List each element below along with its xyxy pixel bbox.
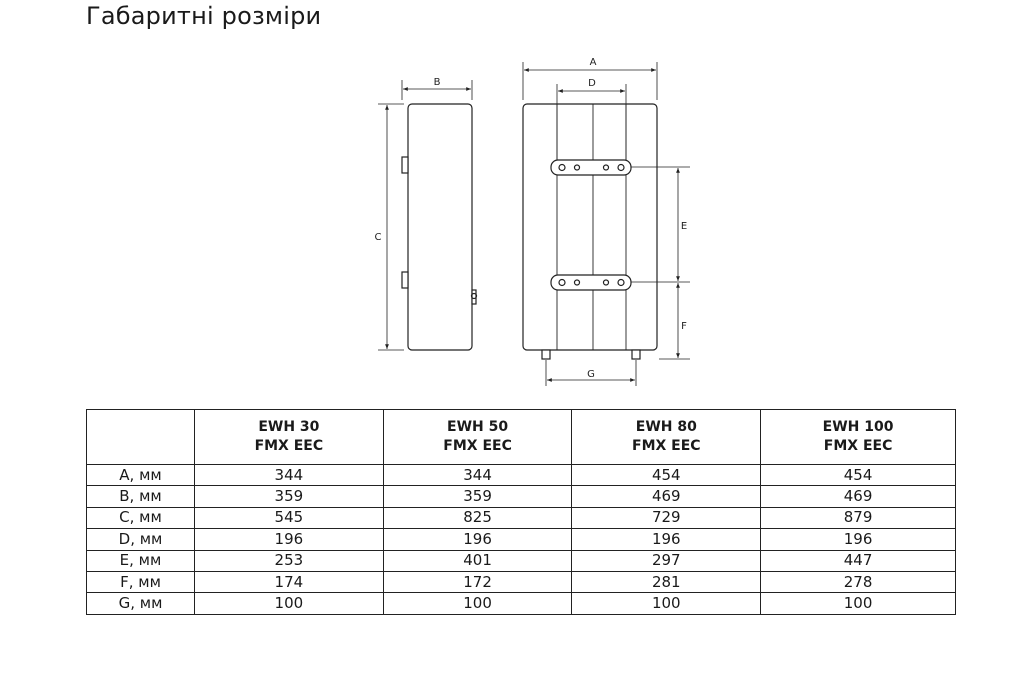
label-a: A [589,57,597,68]
mount-bracket-top [551,160,631,175]
dimension-c [378,104,404,350]
side-control-knob [472,290,476,304]
table-cell: 281 [572,571,761,592]
table-cell: 100 [572,593,761,614]
table-cell: 344 [383,465,572,486]
table-cell: 100 [383,593,572,614]
table-cell: 359 [383,486,572,507]
header-ewh-30: EWH 30 FMX EEC [195,410,384,465]
side-mount-bracket-bottom [402,272,408,288]
table-cell: 253 [195,550,384,571]
row-label: F, мм [87,571,195,592]
dimension-d [557,84,626,160]
front-view [523,104,657,359]
table-row [87,529,956,550]
table-row [87,507,956,528]
table-cell: 447 [761,550,956,571]
label-b: B [433,77,441,88]
row-label: A, мм [87,465,195,486]
side-mount-bracket-top [402,157,408,173]
table-cell: 196 [383,529,572,550]
pipe-right [632,350,640,359]
table-cell: 454 [761,465,956,486]
table-cell: 278 [761,571,956,592]
row-label: D, мм [87,529,195,550]
table-cell: 196 [761,529,956,550]
front-view-body [523,104,657,350]
row-label: B, мм [87,486,195,507]
label-f: F [681,321,687,332]
table-row [87,465,956,486]
header-ewh-50: EWH 50 FMX EEC [383,410,572,465]
header-ewh-100: EWH 100 FMX EEC [761,410,956,465]
table-cell: 100 [761,593,956,614]
table-cell: 401 [383,550,572,571]
table-cell: 196 [195,529,384,550]
table-row [87,593,956,614]
table-cell: 359 [195,486,384,507]
side-view-body [408,104,472,350]
table-cell: 196 [572,529,761,550]
table-cell: 469 [572,486,761,507]
table-row [87,550,956,571]
table-cell: 545 [195,507,384,528]
header-ewh-80: EWH 80 FMX EEC [572,410,761,465]
table-cell: 172 [383,571,572,592]
table-cell: 454 [572,465,761,486]
mount-bracket-bottom [551,275,631,290]
table-row [87,571,956,592]
page-title: Габаритні розміри [86,2,322,30]
table-row [87,486,956,507]
header-empty [87,410,195,465]
row-label: E, мм [87,550,195,571]
label-e: E [680,221,688,232]
label-c: C [374,232,382,243]
table-cell: 297 [572,550,761,571]
table-cell: 469 [761,486,956,507]
pipe-left [542,350,550,359]
table-cell: 879 [761,507,956,528]
table-cell: 100 [195,593,384,614]
label-d: D [588,78,596,89]
table-cell: 174 [195,571,384,592]
dimensions-table [86,409,956,615]
row-label: C, мм [87,507,195,528]
side-view [402,104,477,350]
table-cell: 344 [195,465,384,486]
label-g: G [587,369,595,380]
table-header-row [87,410,956,465]
table-cell: 825 [383,507,572,528]
row-label: G, мм [87,593,195,614]
table-cell: 729 [572,507,761,528]
